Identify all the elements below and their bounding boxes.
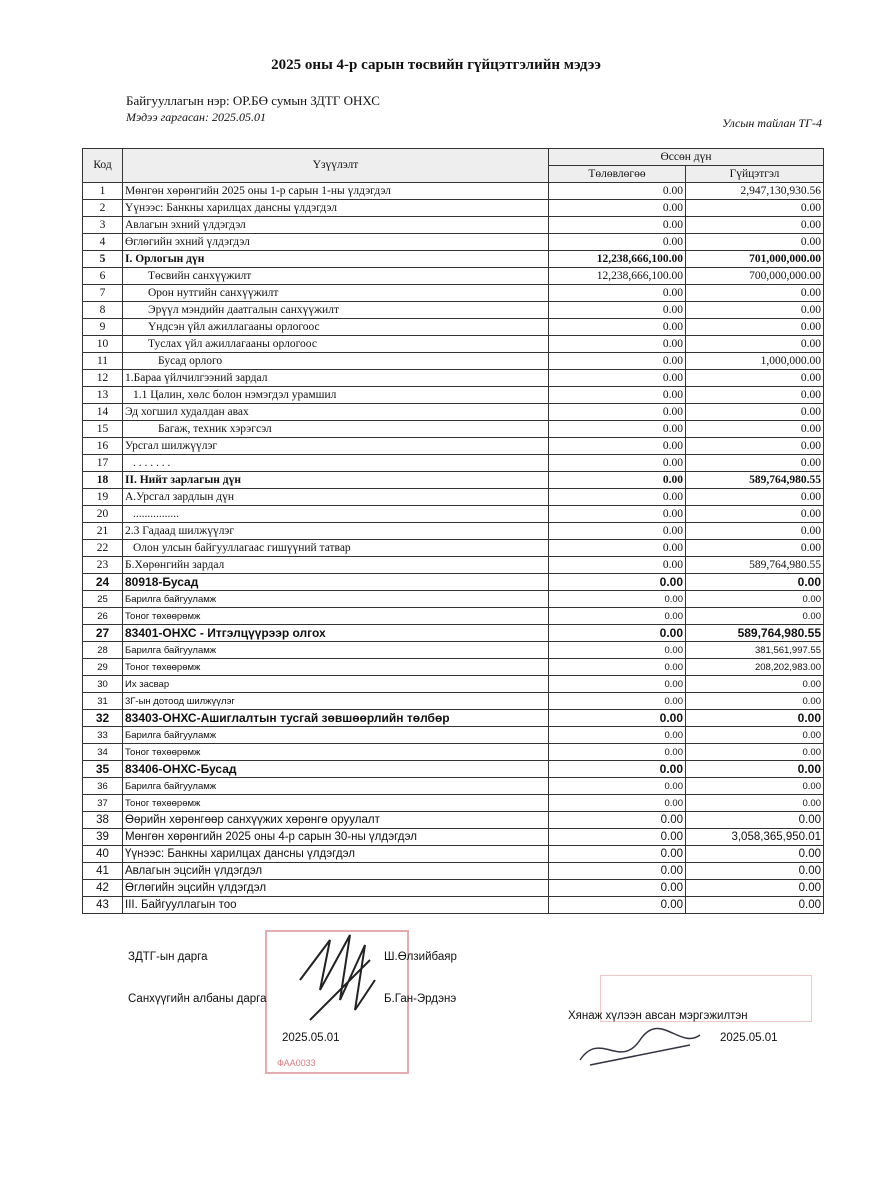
row-plan: 0.00 <box>549 625 686 642</box>
row-code: 35 <box>83 761 123 778</box>
row-code: 10 <box>83 336 123 353</box>
table-row <box>83 234 824 251</box>
table-row <box>83 523 824 540</box>
row-label: Барилга байгууламж <box>123 642 549 659</box>
organization-name: Байгууллагын нэр: ОР.БӨ сумын ЗДТГ ОНХС <box>126 93 380 108</box>
table-row <box>83 455 824 472</box>
row-actual: 0.00 <box>686 455 824 472</box>
row-code: 7 <box>83 285 123 302</box>
row-plan: 0.00 <box>549 693 686 710</box>
table-row <box>83 846 824 863</box>
row-label: Мөнгөн хөрөнгийн 2025 оны 4-р сарын 30-ны үлдэгдэл <box>123 829 549 846</box>
row-actual: 0.00 <box>686 489 824 506</box>
row-actual: 0.00 <box>686 863 824 880</box>
row-actual: 0.00 <box>686 302 824 319</box>
row-label: Үүнээс: Банкны харилцах дансны үлдэгдэл <box>123 200 549 217</box>
row-label: Тоног төхөөрөмж <box>123 608 549 625</box>
table-row <box>83 506 824 523</box>
row-code: 41 <box>83 863 123 880</box>
row-actual: 0.00 <box>686 761 824 778</box>
row-code: 40 <box>83 846 123 863</box>
row-actual: 0.00 <box>686 370 824 387</box>
col-header-actual: Гүйцэтгэл <box>686 166 824 183</box>
row-code: 32 <box>83 710 123 727</box>
row-code: 25 <box>83 591 123 608</box>
row-code: 22 <box>83 540 123 557</box>
row-actual: 0.00 <box>686 744 824 761</box>
row-actual: 0.00 <box>686 523 824 540</box>
row-code: 13 <box>83 387 123 404</box>
table-row <box>83 200 824 217</box>
col-header-cumulative: Өссөн дүн <box>549 149 824 166</box>
row-code: 16 <box>83 438 123 455</box>
row-label: Олон улсын байгууллагаас гишүүний татвар <box>123 540 549 557</box>
row-actual: 0.00 <box>686 778 824 795</box>
table-row <box>83 591 824 608</box>
row-code: 36 <box>83 778 123 795</box>
row-code: 18 <box>83 472 123 489</box>
row-actual: 0.00 <box>686 438 824 455</box>
row-label: Өглөгийн эцсийн үлдэгдэл <box>123 880 549 897</box>
row-code: 17 <box>83 455 123 472</box>
table-row <box>83 744 824 761</box>
row-label: I. Орлогын дүн <box>123 251 549 268</box>
row-actual: 0.00 <box>686 319 824 336</box>
table-row <box>83 183 824 200</box>
reviewer-title: Хянаж хүлээн авсан мэргэжилтэн <box>568 1010 748 1022</box>
row-code: 4 <box>83 234 123 251</box>
row-plan: 0.00 <box>549 234 686 251</box>
row-actual: 0.00 <box>686 880 824 897</box>
reviewer-date: 2025.05.01 <box>720 1032 778 1044</box>
row-plan: 0.00 <box>549 676 686 693</box>
row-code: 24 <box>83 574 123 591</box>
table-row <box>83 897 824 914</box>
report-date: Мэдээ гаргасан: 2025.05.01 <box>126 110 266 124</box>
row-label: Барилга байгууламж <box>123 778 549 795</box>
finance-name: Б.Ган-Эрдэнэ <box>384 993 457 1005</box>
row-label: Орон нутгийн санхүүжилт <box>123 285 549 302</box>
row-label: II. Нийт зарлагын дүн <box>123 472 549 489</box>
row-plan: 0.00 <box>549 778 686 795</box>
row-actual: 0.00 <box>686 846 824 863</box>
row-plan: 0.00 <box>549 642 686 659</box>
row-actual: 0.00 <box>686 217 824 234</box>
form-code: Улсын тайлан ТГ-4 <box>722 116 822 130</box>
row-code: 5 <box>83 251 123 268</box>
row-code: 34 <box>83 744 123 761</box>
table-row <box>83 557 824 574</box>
table-row <box>83 761 824 778</box>
row-plan: 0.00 <box>549 557 686 574</box>
row-label: 2.3 Гадаад шилжүүлэг <box>123 523 549 540</box>
row-code: 2 <box>83 200 123 217</box>
table-row <box>83 421 824 438</box>
table-row <box>83 710 824 727</box>
row-code: 38 <box>83 812 123 829</box>
row-code: 8 <box>83 302 123 319</box>
row-label: Авлагын эцсийн үлдэгдэл <box>123 863 549 880</box>
row-label: III. Байгууллагын тоо <box>123 897 549 914</box>
row-actual: 0.00 <box>686 676 824 693</box>
row-label: 1.Бараа үйлчилгээний зардал <box>123 370 549 387</box>
row-plan: 0.00 <box>549 217 686 234</box>
row-label: Төсвийн санхүүжилт <box>123 268 549 285</box>
row-plan: 0.00 <box>549 370 686 387</box>
row-actual: 0.00 <box>686 506 824 523</box>
row-label: Б.Хөрөнгийн зардал <box>123 557 549 574</box>
table-row <box>83 574 824 591</box>
row-actual: 0.00 <box>686 795 824 812</box>
row-code: 42 <box>83 880 123 897</box>
row-code: 21 <box>83 523 123 540</box>
row-code: 28 <box>83 642 123 659</box>
row-plan: 0.00 <box>549 710 686 727</box>
row-code: 20 <box>83 506 123 523</box>
row-code: 12 <box>83 370 123 387</box>
table-row <box>83 778 824 795</box>
row-label: Үүнээс: Банкны харилцах дансны үлдэгдэл <box>123 846 549 863</box>
reviewer-signature <box>570 1020 710 1075</box>
row-label: 83401-ОНХС - Итгэлцүүрээр олгох <box>123 625 549 642</box>
row-code: 26 <box>83 608 123 625</box>
row-plan: 0.00 <box>549 336 686 353</box>
row-plan: 0.00 <box>549 608 686 625</box>
table-row <box>83 880 824 897</box>
head-signature <box>280 920 410 1050</box>
row-label: Эрүүл мэндийн даатгалын санхүүжилт <box>123 302 549 319</box>
row-label: Барилга байгууламж <box>123 727 549 744</box>
row-actual: 0.00 <box>686 608 824 625</box>
row-actual: 0.00 <box>686 591 824 608</box>
row-plan: 0.00 <box>549 591 686 608</box>
row-plan: 0.00 <box>549 489 686 506</box>
head-title: ЗДТГ-ын дарга <box>128 951 208 963</box>
row-label: Их засвар <box>123 676 549 693</box>
row-plan: 0.00 <box>549 812 686 829</box>
row-code: 39 <box>83 829 123 846</box>
table-row <box>83 370 824 387</box>
row-actual: 0.00 <box>686 540 824 557</box>
finance-title: Санхүүгийн албаны дарга <box>128 993 267 1005</box>
table-row <box>83 285 824 302</box>
row-plan: 0.00 <box>549 438 686 455</box>
row-label: ................ <box>123 506 549 523</box>
table-row <box>83 489 824 506</box>
table-row <box>83 336 824 353</box>
row-code: 9 <box>83 319 123 336</box>
col-header-indicator: Үзүүлэлт <box>123 149 549 183</box>
row-actual: 381,561,997.55 <box>686 642 824 659</box>
row-actual: 208,202,983.00 <box>686 659 824 676</box>
row-label: Бусад орлого <box>123 353 549 370</box>
row-plan: 0.00 <box>549 455 686 472</box>
row-code: 14 <box>83 404 123 421</box>
row-actual: 701,000,000.00 <box>686 251 824 268</box>
row-code: 43 <box>83 897 123 914</box>
row-actual: 0.00 <box>686 727 824 744</box>
row-label: 80918-Бусад <box>123 574 549 591</box>
row-code: 11 <box>83 353 123 370</box>
row-actual: 2,947,130,930.56 <box>686 183 824 200</box>
report-title: 2025 оны 4-р сарын төсвийн гүйцэтгэлийн мэдээ <box>271 57 601 73</box>
row-label: Урсгал шилжүүлэг <box>123 438 549 455</box>
table-row <box>83 217 824 234</box>
row-actual: 1,000,000.00 <box>686 353 824 370</box>
row-plan: 12,238,666,100.00 <box>549 268 686 285</box>
row-actual: 0.00 <box>686 574 824 591</box>
table-row <box>83 693 824 710</box>
row-actual: 0.00 <box>686 336 824 353</box>
row-plan: 0.00 <box>549 421 686 438</box>
row-actual: 0.00 <box>686 404 824 421</box>
row-plan: 0.00 <box>549 540 686 557</box>
row-plan: 0.00 <box>549 846 686 863</box>
row-label: Тоног төхөөрөмж <box>123 659 549 676</box>
row-label: Туслах үйл ажиллагааны орлогоос <box>123 336 549 353</box>
table-row <box>83 251 824 268</box>
row-actual: 589,764,980.55 <box>686 472 824 489</box>
row-plan: 12,238,666,100.00 <box>549 251 686 268</box>
row-code: 6 <box>83 268 123 285</box>
head-name: Ш.Өлзийбаяр <box>384 951 457 963</box>
row-actual: 0.00 <box>686 285 824 302</box>
row-plan: 0.00 <box>549 404 686 421</box>
col-header-plan: Төлөвлөгөө <box>549 166 686 183</box>
row-actual: 0.00 <box>686 421 824 438</box>
row-actual: 0.00 <box>686 812 824 829</box>
row-actual: 0.00 <box>686 897 824 914</box>
row-plan: 0.00 <box>549 863 686 880</box>
table-row <box>83 642 824 659</box>
row-plan: 0.00 <box>549 829 686 846</box>
row-code: 30 <box>83 676 123 693</box>
row-plan: 0.00 <box>549 285 686 302</box>
table-row <box>83 387 824 404</box>
row-actual: 589,764,980.55 <box>686 625 824 642</box>
row-code: 27 <box>83 625 123 642</box>
row-actual: 0.00 <box>686 200 824 217</box>
row-label: . . . . . . . <box>123 455 549 472</box>
row-label: Мөнгөн хөрөнгийн 2025 оны 1-р сарын 1-ны үлдэгдэл <box>123 183 549 200</box>
row-label: Барилга байгууламж <box>123 591 549 608</box>
table-row <box>83 268 824 285</box>
table-row <box>83 863 824 880</box>
row-plan: 0.00 <box>549 472 686 489</box>
table-row <box>83 727 824 744</box>
table-row <box>83 540 824 557</box>
row-code: 31 <box>83 693 123 710</box>
table-row <box>83 795 824 812</box>
row-code: 29 <box>83 659 123 676</box>
table-row <box>83 404 824 421</box>
sign-date: 2025.05.01 <box>282 1032 340 1044</box>
row-plan: 0.00 <box>549 506 686 523</box>
budget-table <box>82 148 824 914</box>
row-plan: 0.00 <box>549 319 686 336</box>
row-code: 19 <box>83 489 123 506</box>
row-label: 3Г-ын дотоод шилжүүлэг <box>123 693 549 710</box>
row-code: 33 <box>83 727 123 744</box>
table-row <box>83 625 824 642</box>
row-plan: 0.00 <box>549 795 686 812</box>
row-code: 3 <box>83 217 123 234</box>
stamp-code: ФАА0033 <box>277 1058 316 1068</box>
table-row <box>83 608 824 625</box>
row-plan: 0.00 <box>549 353 686 370</box>
row-label: Эд хогшил худалдан авах <box>123 404 549 421</box>
row-plan: 0.00 <box>549 880 686 897</box>
row-label: 83406-ОНХС-Бусад <box>123 761 549 778</box>
row-actual: 3,058,365,950.01 <box>686 829 824 846</box>
row-label: Өөрийн хөрөнгөөр санхүүжих хөрөнгө оруулалт <box>123 812 549 829</box>
row-plan: 0.00 <box>549 183 686 200</box>
table-row <box>83 319 824 336</box>
table-row <box>83 302 824 319</box>
row-actual: 589,764,980.55 <box>686 557 824 574</box>
col-header-code: Код <box>83 149 123 183</box>
row-plan: 0.00 <box>549 387 686 404</box>
row-plan: 0.00 <box>549 659 686 676</box>
row-label: Үндсэн үйл ажиллагааны орлогоос <box>123 319 549 336</box>
row-plan: 0.00 <box>549 200 686 217</box>
table-row <box>83 472 824 489</box>
row-actual: 0.00 <box>686 234 824 251</box>
row-label: 83403-ОНХС-Ашиглалтын тусгай зөвшөөрлийн төлбөр <box>123 710 549 727</box>
row-label: Авлагын эхний үлдэгдэл <box>123 217 549 234</box>
table-row <box>83 829 824 846</box>
row-code: 1 <box>83 183 123 200</box>
row-plan: 0.00 <box>549 302 686 319</box>
row-plan: 0.00 <box>549 574 686 591</box>
row-label: Багаж, техник хэрэгсэл <box>123 421 549 438</box>
table-row <box>83 659 824 676</box>
row-plan: 0.00 <box>549 897 686 914</box>
row-label: А.Урсгал зардлын дүн <box>123 489 549 506</box>
row-actual: 700,000,000.00 <box>686 268 824 285</box>
table-row <box>83 812 824 829</box>
row-code: 15 <box>83 421 123 438</box>
row-plan: 0.00 <box>549 744 686 761</box>
row-actual: 0.00 <box>686 710 824 727</box>
row-code: 37 <box>83 795 123 812</box>
row-label: 1.1 Цалин, хөлс болон нэмэгдэл урамшил <box>123 387 549 404</box>
row-code: 23 <box>83 557 123 574</box>
row-actual: 0.00 <box>686 693 824 710</box>
row-label: Өглөгийн эхний үлдэгдэл <box>123 234 549 251</box>
row-label: Тоног төхөөрөмж <box>123 744 549 761</box>
row-label: Тоног төхөөрөмж <box>123 795 549 812</box>
row-plan: 0.00 <box>549 727 686 744</box>
table-row <box>83 438 824 455</box>
row-plan: 0.00 <box>549 761 686 778</box>
row-actual: 0.00 <box>686 387 824 404</box>
row-plan: 0.00 <box>549 523 686 540</box>
table-row <box>83 353 824 370</box>
table-row <box>83 676 824 693</box>
